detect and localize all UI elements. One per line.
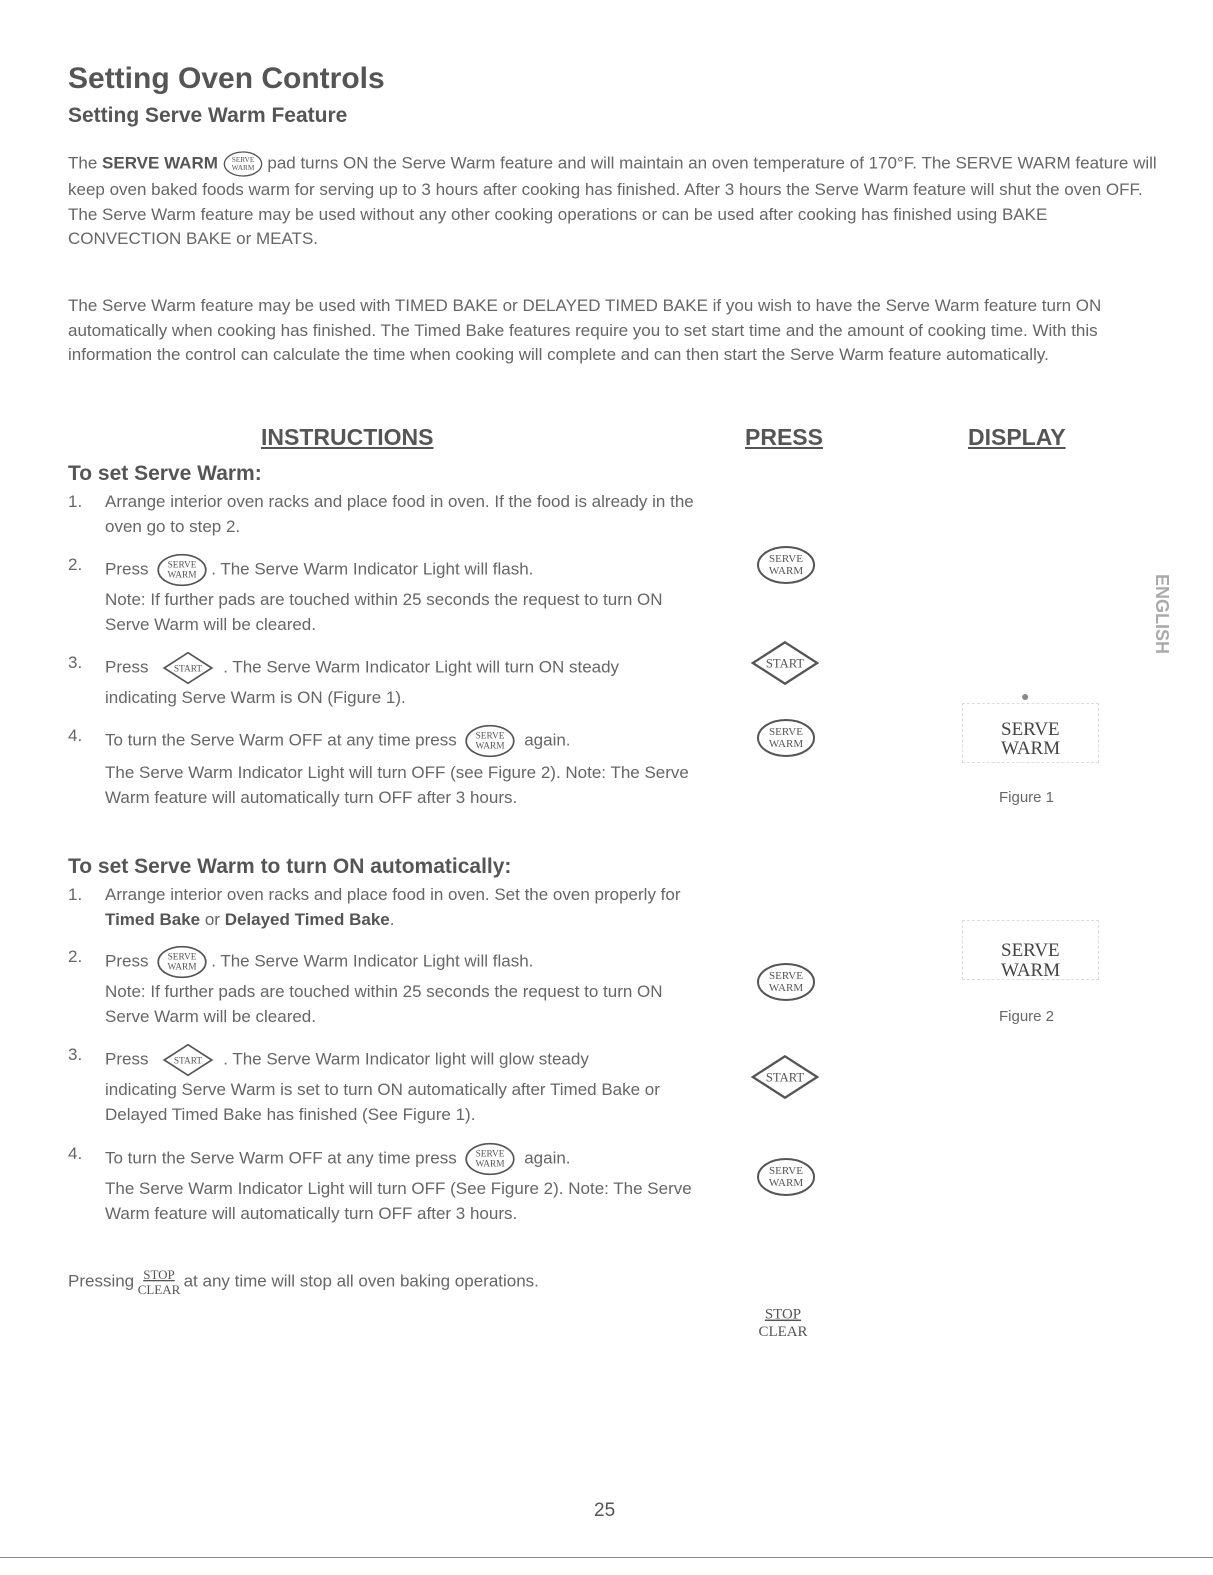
start-pad-icon	[153, 651, 223, 685]
intro-paragraph-2: The Serve Warm feature may be used with TIMED BAKE or DELAYED TIMED BAKE if you wish to have the Serve Warm feature turn ON automatically when cooking has finished. The Timed Bake features require you to set start time and the amount of cooking time. With this information the control can calculate the time when cooking will complete and can then start the Serve Warm feature automatically.	[68, 296, 1102, 364]
column-header-instructions: INSTRUCTIONS	[261, 424, 434, 450]
start-pad-icon	[153, 1043, 223, 1077]
svg-text:WARM: WARM	[167, 962, 197, 973]
step-2: 2. Press SERVE WARM . The Serve Warm Indicator Light will flash.	[68, 945, 708, 979]
svg-text:WARM: WARM	[768, 565, 804, 577]
serve-warm-bold: SERVE WARM	[102, 153, 218, 173]
stop-clear-pad-icon	[139, 1264, 179, 1300]
press-serve-warm-pad	[755, 545, 817, 585]
indicator-light-icon: ●	[1021, 688, 1030, 704]
intro-paragraph-1: The SERVE WARM SERVE WARM pad turns ON the Serve Warm feature and will maintain an oven temperature of 170°F. The SERVE WARM feature will keep oven baked foods warm for serving up to 3 hours after cooking has finished. After 3 hours the Serve Warm feature will shut the oven OFF. The Serve Warm feature may be used without any other cooking operations or can be used after cooking has finished using BAKE CONVECTION BAKE or MEATS.	[68, 150, 1158, 252]
figure-1-caption: Figure 1	[999, 789, 1055, 806]
press-start-pad	[750, 1054, 820, 1100]
press-stop-clear-pad	[760, 1300, 806, 1344]
svg-text:CLEAR: CLEAR	[758, 1323, 808, 1340]
serve-warm-pad-icon	[153, 945, 211, 979]
svg-text:SERVE: SERVE	[769, 970, 803, 982]
svg-text:START: START	[765, 656, 805, 671]
page-number: 25	[594, 1500, 616, 1521]
svg-text:SERVE: SERVE	[476, 731, 505, 742]
step-3: 3. Press START . The Serve Warm Indicator Light will turn ON steady	[68, 651, 708, 685]
svg-text:SERVE: SERVE	[769, 726, 803, 738]
bottom-rule	[0, 1557, 1213, 1558]
press-serve-warm-pad	[755, 1157, 817, 1197]
step-2-note: Note: If further pads are touched within 25 seconds the request to turn ON Serve Warm will be cleared.	[105, 982, 663, 1026]
step-4: 4. To turn the Serve Warm OFF at any time press SERVE WARM again.	[68, 1142, 708, 1176]
section-heading-auto-serve-warm: To set Serve Warm to turn ON automatically:	[68, 855, 512, 878]
step-4-note: The Serve Warm Indicator Light will turn OFF (see Figure 2). Note: The Serve Warm feature will automatically turn OFF after 3 hours.	[105, 763, 689, 807]
page-title: Setting Oven Controls	[68, 62, 385, 95]
section-heading-set-serve-warm: To set Serve Warm:	[68, 462, 262, 485]
press-serve-warm-pad	[755, 718, 817, 758]
step-2-note: Note: If further pads are touched within 25 seconds the request to turn ON Serve Warm will be cleared.	[105, 590, 663, 634]
step-3: 3. Press START . The Serve Warm Indicator light will glow steady	[68, 1043, 708, 1077]
svg-text:START: START	[174, 1056, 203, 1067]
svg-text:STOP: STOP	[143, 1267, 175, 1282]
step-3-continuation: indicating Serve Warm is ON (Figure 1).	[105, 688, 406, 707]
page-subtitle: Setting Serve Warm Feature	[68, 104, 348, 127]
step-1: 1. Arrange interior oven racks and place food in oven. Set the oven properly for Timed Bake or Delayed Timed Bake.	[68, 885, 681, 929]
svg-text:WARM: WARM	[167, 570, 197, 581]
stop-clear-note: Pressing STOP CLEAR at any time will stop all oven baking operations.	[68, 1264, 768, 1300]
svg-text:WARM: WARM	[475, 1159, 506, 1170]
figure-1-display: ● SERVE WARM	[962, 703, 1099, 763]
svg-text:WARM: WARM	[768, 738, 804, 750]
serve-warm-pad-icon	[461, 724, 519, 758]
step-2: 2. Press SERVE WARM . The Serve Warm Indicator Light will flash.	[68, 553, 708, 587]
svg-text:SERVE: SERVE	[769, 1165, 803, 1177]
svg-text:CLEAR: CLEAR	[137, 1282, 181, 1297]
svg-text:SERVE: SERVE	[231, 155, 254, 164]
svg-text:START: START	[765, 1070, 805, 1085]
column-header-display: DISPLAY	[968, 424, 1066, 450]
step-4-note: The Serve Warm Indicator Light will turn OFF (See Figure 2). Note: The Serve Warm feature will automatically turn OFF after 3 hours.	[105, 1179, 692, 1223]
svg-text:SERVE: SERVE	[476, 1149, 505, 1160]
figure-2-caption: Figure 2	[999, 1008, 1055, 1025]
svg-text:WARM: WARM	[231, 163, 255, 172]
press-serve-warm-pad	[755, 962, 817, 1002]
step-4: 4. To turn the Serve Warm OFF at any time press SERVE WARM again.	[68, 724, 708, 758]
serve-warm-pad-icon	[223, 150, 263, 178]
svg-text:WARM: WARM	[768, 1177, 804, 1189]
svg-text:SERVE: SERVE	[167, 560, 197, 571]
column-header-press: PRESS	[745, 424, 823, 450]
svg-text:ENGLISH: ENGLISH	[1152, 574, 1172, 655]
svg-text:SERVE: SERVE	[167, 952, 197, 963]
figure-2-display: SERVE WARM	[962, 920, 1099, 980]
svg-text:STOP: STOP	[764, 1306, 802, 1323]
svg-text:SERVE: SERVE	[769, 553, 803, 565]
serve-warm-pad-icon	[153, 553, 211, 587]
press-start-pad	[750, 640, 820, 686]
serve-warm-pad-icon	[461, 1142, 519, 1176]
svg-text:WARM: WARM	[768, 982, 804, 994]
svg-text:WARM: WARM	[475, 741, 506, 752]
side-language-tab	[1143, 566, 1172, 690]
svg-text:START: START	[174, 664, 203, 675]
step-1: 1. Arrange interior oven racks and place food in oven. If the food is already in the oven go to step 2.	[68, 492, 694, 536]
step-3-continuation: indicating Serve Warm is set to turn ON automatically after Timed Bake or Delayed Timed Bake has finished (See Figure 1).	[105, 1080, 660, 1124]
